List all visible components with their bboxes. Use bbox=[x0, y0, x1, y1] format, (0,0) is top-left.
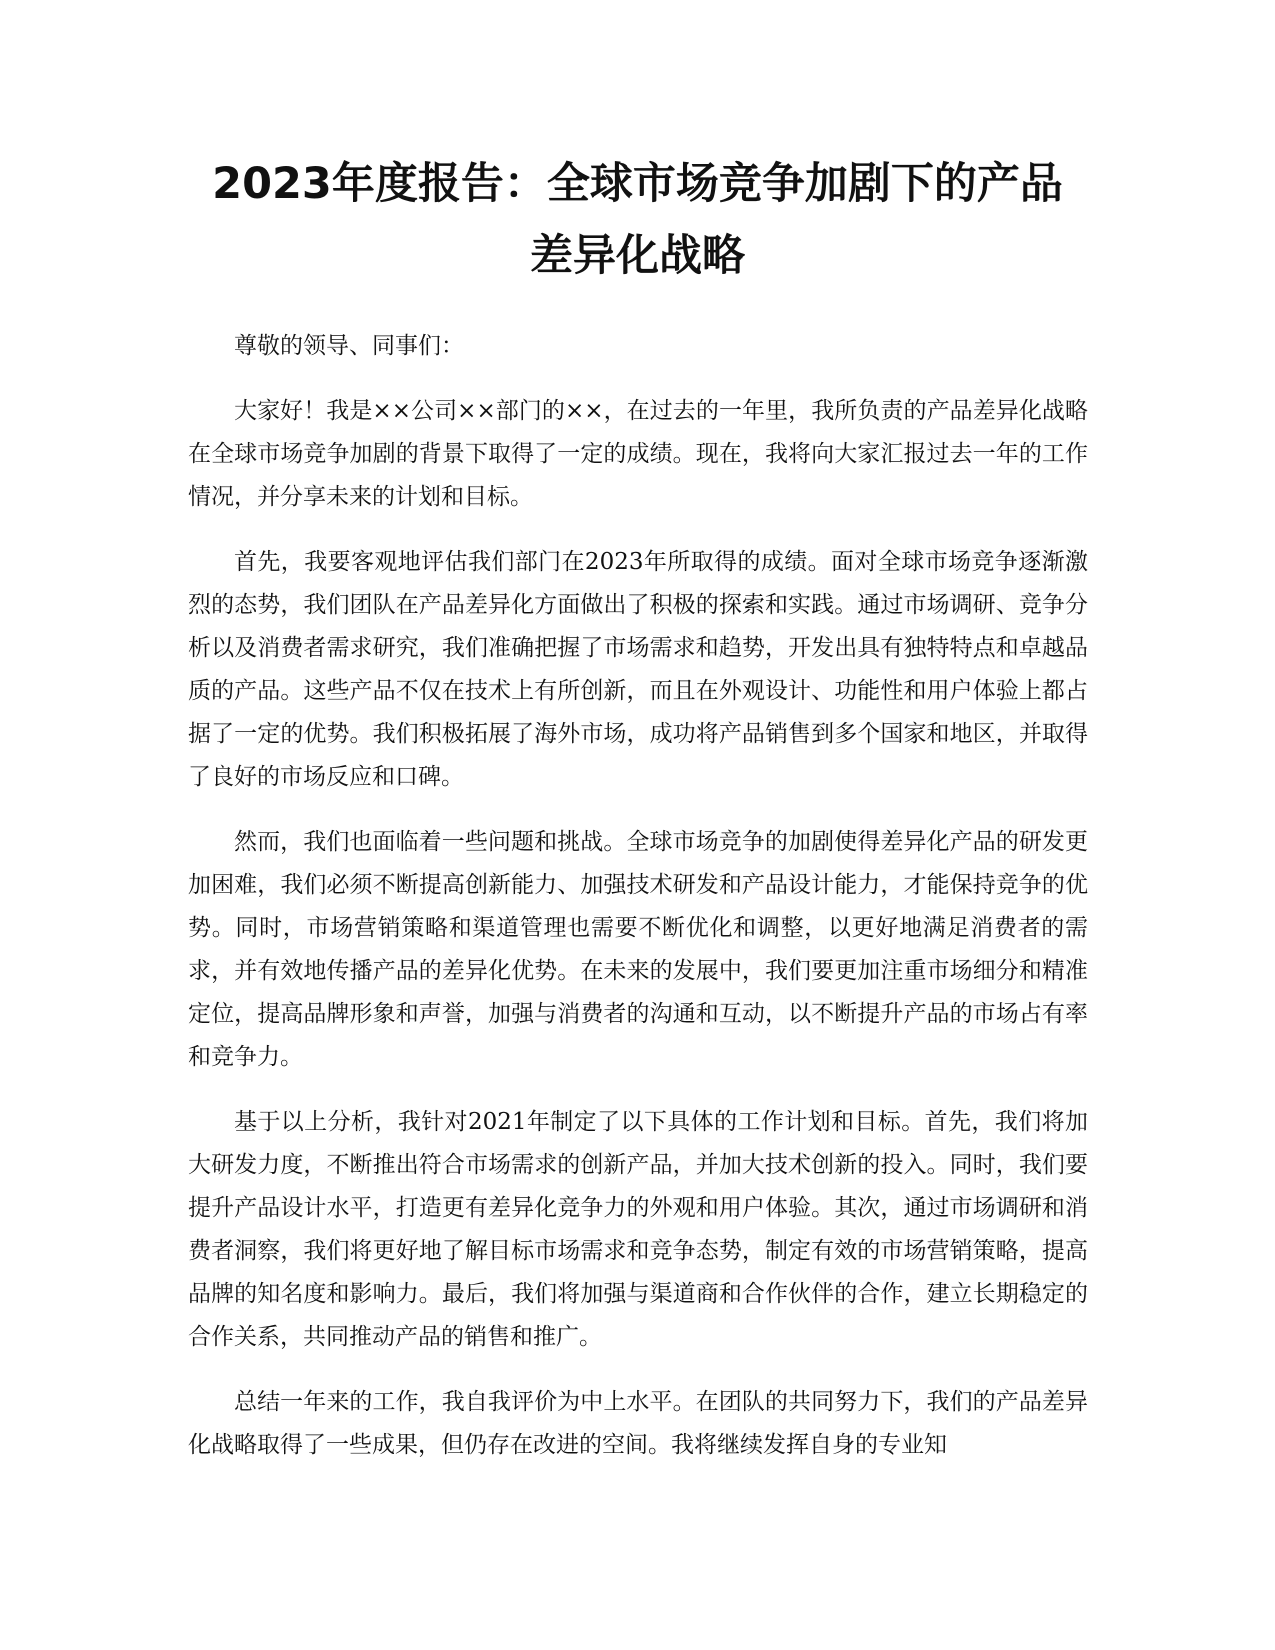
paragraph-plans: 基于以上分析，我针对2021年制定了以下具体的工作计划和目标。首先，我们将加大研发力度，不断推出符合市场需求的创新产品，并加大技术创新的投入。同时，我们要提升产品设计水平，打造更有差异化竞争力的外观和用户体验。其次，通过市场调研和消费者洞察，我们将更好地了解目标市场需求和竞争态势，制定有效的市场营销策略，提高品牌的知名度和影响力。最后，我们将加强与渠道商和合作伙伴的合作，建立长期稳定的合作关系，共同推动产品的销售和推广。 bbox=[188, 1109, 1088, 1350]
paragraph-challenges: 然而，我们也面临着一些问题和挑战。全球市场竞争的加剧使得差异化产品的研发更加困难，我们必须不断提高创新能力、加强技术研发和产品设计能力，才能保持竞争的优势。同时，市场营销策略和渠道管理也需要不断优化和调整，以更好地满足消费者的需求，并有效地传播产品的差异化优势。在未来的发展中，我们要更加注重市场细分和精准定位，提高品牌形象和声誉，加强与消费者的沟通和互动，以不断提升产品的市场占有率和竞争力。 bbox=[188, 829, 1088, 1070]
paragraph-summary: 总结一年来的工作，我自我评价为中上水平。在团队的共同努力下，我们的产品差异化战略取得了一些成果，但仍存在改进的空间。我将继续发挥自身的专业知 bbox=[188, 1389, 1088, 1458]
paragraph-achievements: 首先，我要客观地评估我们部门在2023年所取得的成绩。面对全球市场竞争逐渐激烈的态势，我们团队在产品差异化方面做出了积极的探索和实践。通过市场调研、竞争分析以及消费者需求研究，我们准确把握了市场需求和趋势，开发出具有独特特点和卓越品质的产品。这些产品不仅在技术上有所创新，而且在外观设计、功能性和用户体验上都占据了一定的优势。我们积极拓展了海外市场，成功将产品销售到多个国家和地区，并取得了良好的市场反应和口碑。 bbox=[188, 549, 1088, 790]
document-body bbox=[188, 325, 1088, 1489]
paragraph-salutation: 尊敬的领导、同事们： bbox=[234, 333, 464, 359]
title-line-2: 差异化战略 bbox=[530, 231, 745, 281]
document-title bbox=[180, 148, 1095, 292]
title-line-1: 2023年度报告：全球市场竞争加剧下的产品 bbox=[212, 159, 1063, 209]
paragraph-introduction: 大家好！我是××公司××部门的××，在过去的一年里，我所负责的产品差异化战略在全球市场竞争加剧的背景下取得了一定的成绩。现在，我将向大家汇报过去一年的工作情况，并分享未来的计划和目标。 bbox=[188, 398, 1088, 510]
